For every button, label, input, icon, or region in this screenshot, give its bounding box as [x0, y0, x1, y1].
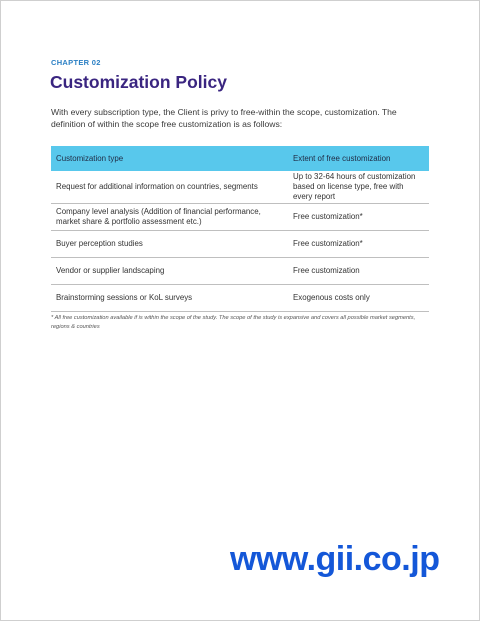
cell-customization-type: Vendor or supplier landscaping	[51, 258, 288, 285]
watermark-url: www.gii.co.jp	[230, 540, 440, 578]
cell-customization-type: Brainstorming sessions or KoL surveys	[51, 285, 288, 312]
intro-paragraph: With every subscription type, the Client is privy to free-within the scope, customization. The definition of within the scope free customization is as follows:	[51, 107, 397, 129]
cell-extent: Exogenous costs only	[288, 285, 429, 312]
table-header-row	[51, 146, 429, 171]
table-row	[51, 285, 429, 312]
cell-extent: Free customization	[288, 258, 429, 285]
cell-customization-type: Request for additional information on countries, segments	[51, 171, 288, 204]
chapter-label: CHAPTER 02	[51, 58, 101, 67]
customization-table	[51, 146, 429, 312]
table-row	[51, 171, 429, 204]
footnote: * All free customization available if is within the scope of the study. The scope of the study is expansive and covers all possible market segments, regions & countries	[51, 315, 416, 330]
column-header-extent: Extent of free customization	[288, 146, 429, 171]
cell-customization-type: Buyer perception studies	[51, 231, 288, 258]
cell-extent: Up to 32-64 hours of customization based on license type, free with every report	[288, 171, 429, 204]
column-header-customization-type: Customization type	[51, 146, 288, 171]
cell-customization-type: Company level analysis (Addition of financial performance, market share & portfolio assessment etc.)	[51, 204, 288, 231]
table-row	[51, 204, 429, 231]
cell-extent: Free customization*	[288, 204, 429, 231]
cell-extent: Free customization*	[288, 231, 429, 258]
table-row	[51, 258, 429, 285]
table-row	[51, 231, 429, 258]
page-title: Customization Policy	[50, 72, 227, 92]
